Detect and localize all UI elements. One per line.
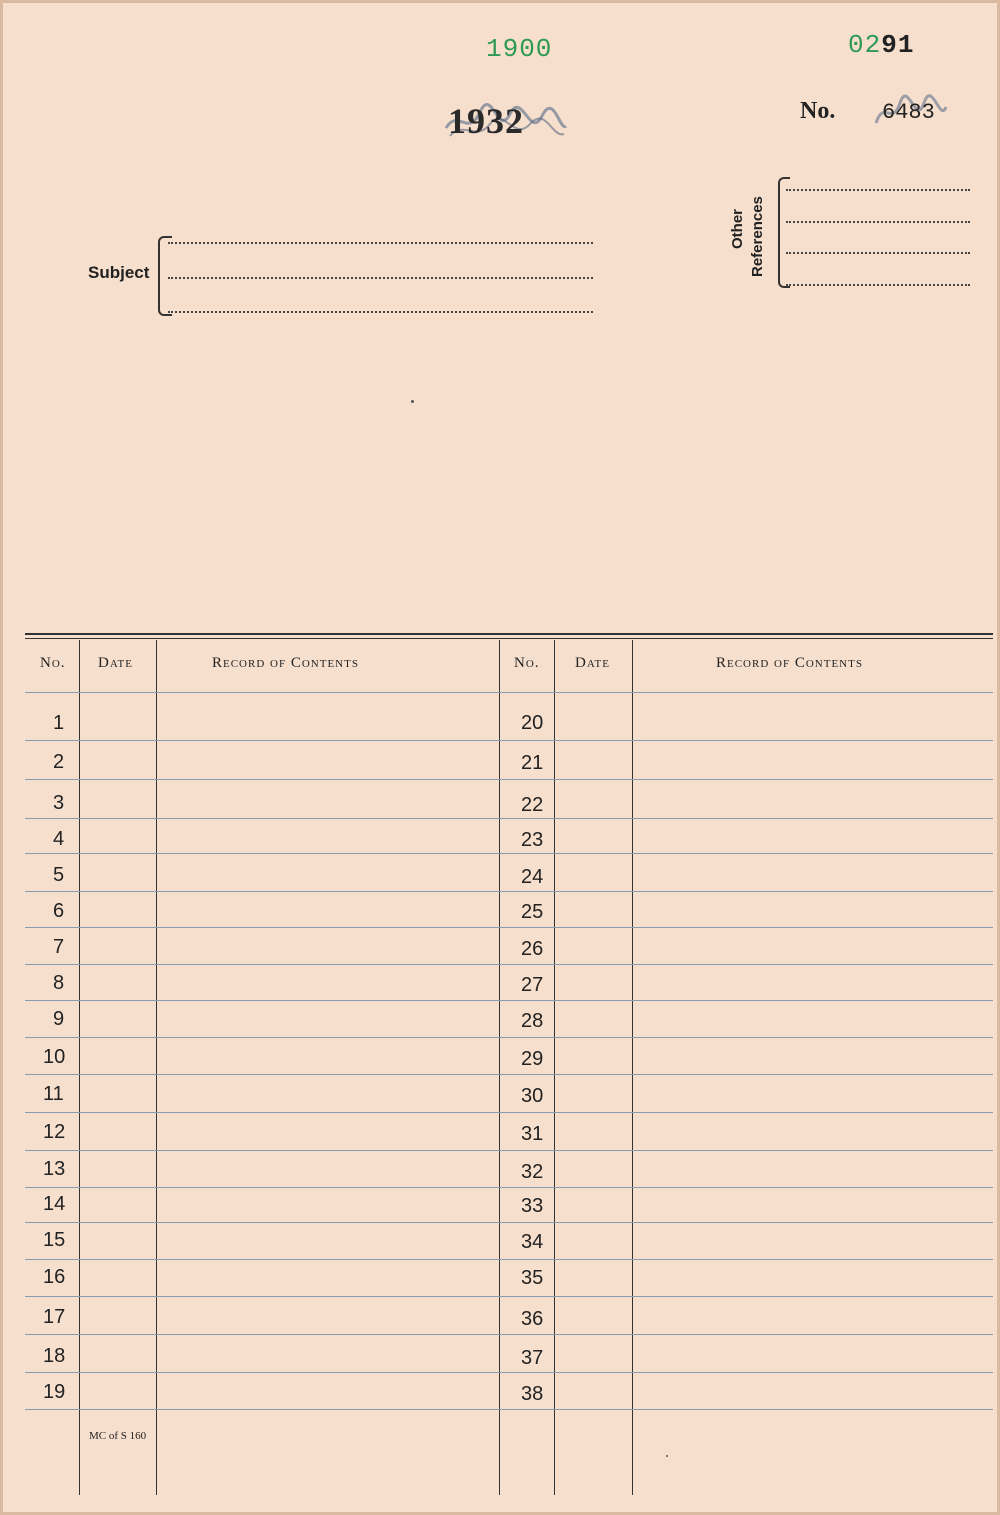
other-references-brace — [778, 177, 790, 288]
column-divider — [156, 640, 157, 1495]
row-number-left: 13 — [43, 1158, 66, 1180]
table-row-line — [25, 1074, 993, 1075]
row-number-right: 36 — [521, 1308, 544, 1330]
subject-label: Subject — [88, 263, 150, 282]
form-code: MC of S 160 — [89, 1430, 147, 1442]
row-number-left: 15 — [43, 1229, 66, 1251]
column-divider — [499, 640, 500, 1495]
subject-line-1[interactable] — [168, 242, 593, 244]
row-number-left: 10 — [43, 1046, 66, 1068]
row-number-right: 31 — [521, 1123, 544, 1145]
table-row-line — [25, 891, 993, 892]
row-number-left: 7 — [53, 936, 65, 958]
table-row-line — [25, 853, 993, 854]
table-top-rule-thin — [25, 638, 993, 639]
table-row-line — [25, 1000, 993, 1001]
stamp-green-number: 1900 — [486, 34, 553, 64]
table-top-rule — [25, 633, 993, 635]
table-row-line — [25, 1296, 993, 1297]
row-number-right: 26 — [521, 938, 544, 960]
row-number-right: 30 — [521, 1085, 544, 1107]
row-number-left: 8 — [53, 972, 65, 994]
table-row-line — [25, 1187, 993, 1188]
table-row-line — [25, 1037, 993, 1038]
row-number-left: 17 — [43, 1306, 66, 1328]
other-references-label — [730, 175, 782, 285]
table-row-line — [25, 1372, 993, 1373]
row-number-right: 24 — [521, 866, 544, 888]
column-header-record-right: Record of Contents — [716, 655, 863, 671]
row-number-right: 20 — [521, 712, 544, 734]
table-row-line — [25, 964, 993, 965]
row-number-left: 6 — [53, 900, 65, 922]
row-number-left: 4 — [53, 828, 65, 850]
column-divider — [632, 640, 633, 1495]
other-references-label-line1: Other — [729, 208, 746, 249]
table-row-line — [25, 1409, 993, 1410]
row-number-left: 1 — [53, 712, 65, 734]
table-row-line — [25, 1222, 993, 1223]
row-number-left: 19 — [43, 1381, 66, 1403]
row-number-right: 34 — [521, 1231, 544, 1253]
other-references-line-2[interactable] — [786, 221, 970, 223]
table-row-line — [25, 779, 993, 780]
column-divider — [554, 640, 555, 1495]
row-number-right: 29 — [521, 1048, 544, 1070]
row-number-right: 37 — [521, 1347, 544, 1369]
stamp-top-right-black: 91 — [881, 30, 915, 60]
row-number-left: 2 — [53, 751, 65, 773]
year-stamp: 1932 — [448, 101, 524, 141]
file-number-value: 6483 — [882, 100, 935, 125]
row-number-right: 23 — [521, 829, 544, 851]
file-number-label: No. — [800, 98, 836, 124]
table-row-line — [25, 818, 993, 819]
subject-line-3[interactable] — [168, 311, 593, 313]
subject-line-2[interactable] — [168, 277, 593, 279]
row-number-left: 14 — [43, 1193, 66, 1215]
row-number-right: 35 — [521, 1267, 544, 1289]
column-header-record-left: Record of Contents — [212, 655, 359, 671]
other-references-label-line2: References — [749, 196, 766, 277]
table-row-line — [25, 1150, 993, 1151]
row-number-left: 5 — [53, 864, 65, 886]
row-number-left: 16 — [43, 1266, 66, 1288]
row-number-left: 9 — [53, 1008, 65, 1030]
column-header-date-right: Date — [575, 655, 610, 671]
row-number-right: 22 — [521, 794, 544, 816]
row-number-left: 11 — [43, 1083, 64, 1105]
paper-speck — [666, 1455, 668, 1457]
row-number-left: 3 — [53, 792, 65, 814]
table-row-line — [25, 1112, 993, 1113]
row-number-right: 33 — [521, 1195, 544, 1217]
stamp-top-right-green: 02 — [848, 30, 882, 60]
table-row-line — [25, 1334, 993, 1335]
row-number-right: 28 — [521, 1010, 544, 1032]
column-header-no-left: No. — [40, 655, 66, 671]
table-row-line — [25, 927, 993, 928]
row-number-right: 32 — [521, 1161, 544, 1183]
header-underline — [25, 692, 993, 693]
stamp-top-right — [848, 30, 914, 60]
row-number-right: 38 — [521, 1383, 544, 1405]
column-divider — [79, 640, 80, 1495]
subject-brace — [158, 236, 172, 316]
column-header-no-right: No. — [514, 655, 540, 671]
row-number-right: 27 — [521, 974, 544, 996]
row-number-left: 18 — [43, 1345, 66, 1367]
other-references-line-4[interactable] — [786, 284, 970, 286]
row-number-right: 21 — [521, 752, 544, 774]
table-row-line — [25, 740, 993, 741]
paper-speck — [411, 400, 414, 403]
row-number-left: 12 — [43, 1121, 66, 1143]
table-row-line — [25, 1259, 993, 1260]
other-references-line-1[interactable] — [786, 189, 970, 191]
other-references-line-3[interactable] — [786, 252, 970, 254]
row-number-right: 25 — [521, 901, 544, 923]
column-header-date-left: Date — [98, 655, 133, 671]
